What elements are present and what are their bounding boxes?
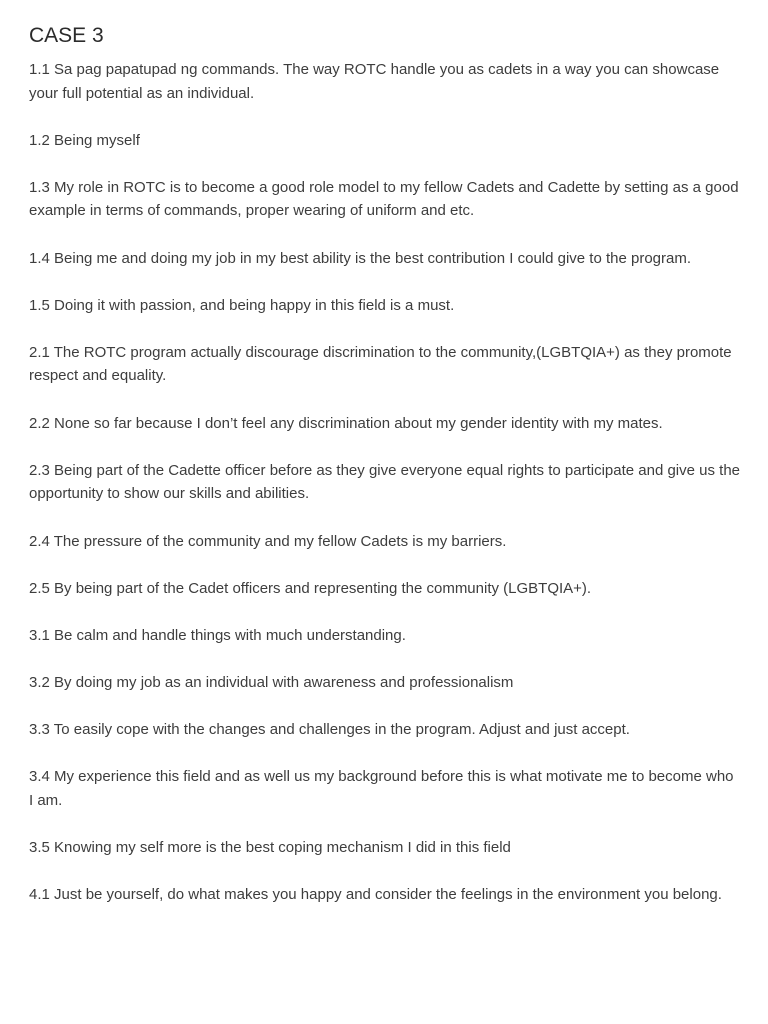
- answer-2-1: 2.1 The ROTC program actually discourage discrimination to the community,(LGBTQIA+) as they promote respect and equality.: [29, 343, 732, 385]
- answer-3-2: 3.2 By doing my job as an individual with awareness and professionalism: [29, 674, 514, 692]
- answer-1-1: 1.1 Sa pag papatupad ng commands. The way ROTC handle you as cadets in a way you can showcase your full potential as an individual.: [29, 61, 720, 102]
- answer-3-4: 3.4 My experience this field and as well us my background before this is what motivate me to become who I am.: [29, 768, 734, 809]
- answer-2-4: 2.4 The pressure of the community and my fellow Cadets is my barriers.: [29, 532, 507, 550]
- case-title: CASE 3: [29, 24, 104, 47]
- answer-list: [29, 58, 740, 907]
- answer-1-5: 1.5 Doing it with passion, and being happy in this field is a must.: [29, 296, 455, 314]
- answer-3-3: 3.3 To easily cope with the changes and challenges in the program. Adjust and just accept.: [29, 721, 630, 739]
- answer-1-4: 1.4 Being me and doing my job in my best ability is the best contribution I could give to the program.: [29, 249, 692, 267]
- answer-4-1: 4.1 Just be yourself, do what makes you happy and consider the feelings in the environment you belong.: [29, 886, 722, 904]
- answer-2-2: 2.2 None so far because I don’t feel any discrimination about my gender identity with my mates.: [29, 414, 663, 432]
- answer-2-5: 2.5 By being part of the Cadet officers and representing the community (LGBTQIA+).: [29, 579, 592, 597]
- answer-1-3: 1.3 My role in ROTC is to become a good role model to my fellow Cadets and Cadette by setting as a good example in terms of commands, proper wearing of uniform and etc.: [29, 178, 739, 220]
- answer-1-2: 1.2 Being myself: [29, 131, 140, 149]
- answer-2-3: 2.3 Being part of the Cadette officer before as they give everyone equal rights to participate and give us the opportunity to show our skills and abilities.: [29, 461, 741, 503]
- answer-3-5: 3.5 Knowing my self more is the best coping mechanism I did in this field: [29, 839, 511, 857]
- answer-3-1: 3.1 Be calm and handle things with much understanding.: [29, 626, 406, 644]
